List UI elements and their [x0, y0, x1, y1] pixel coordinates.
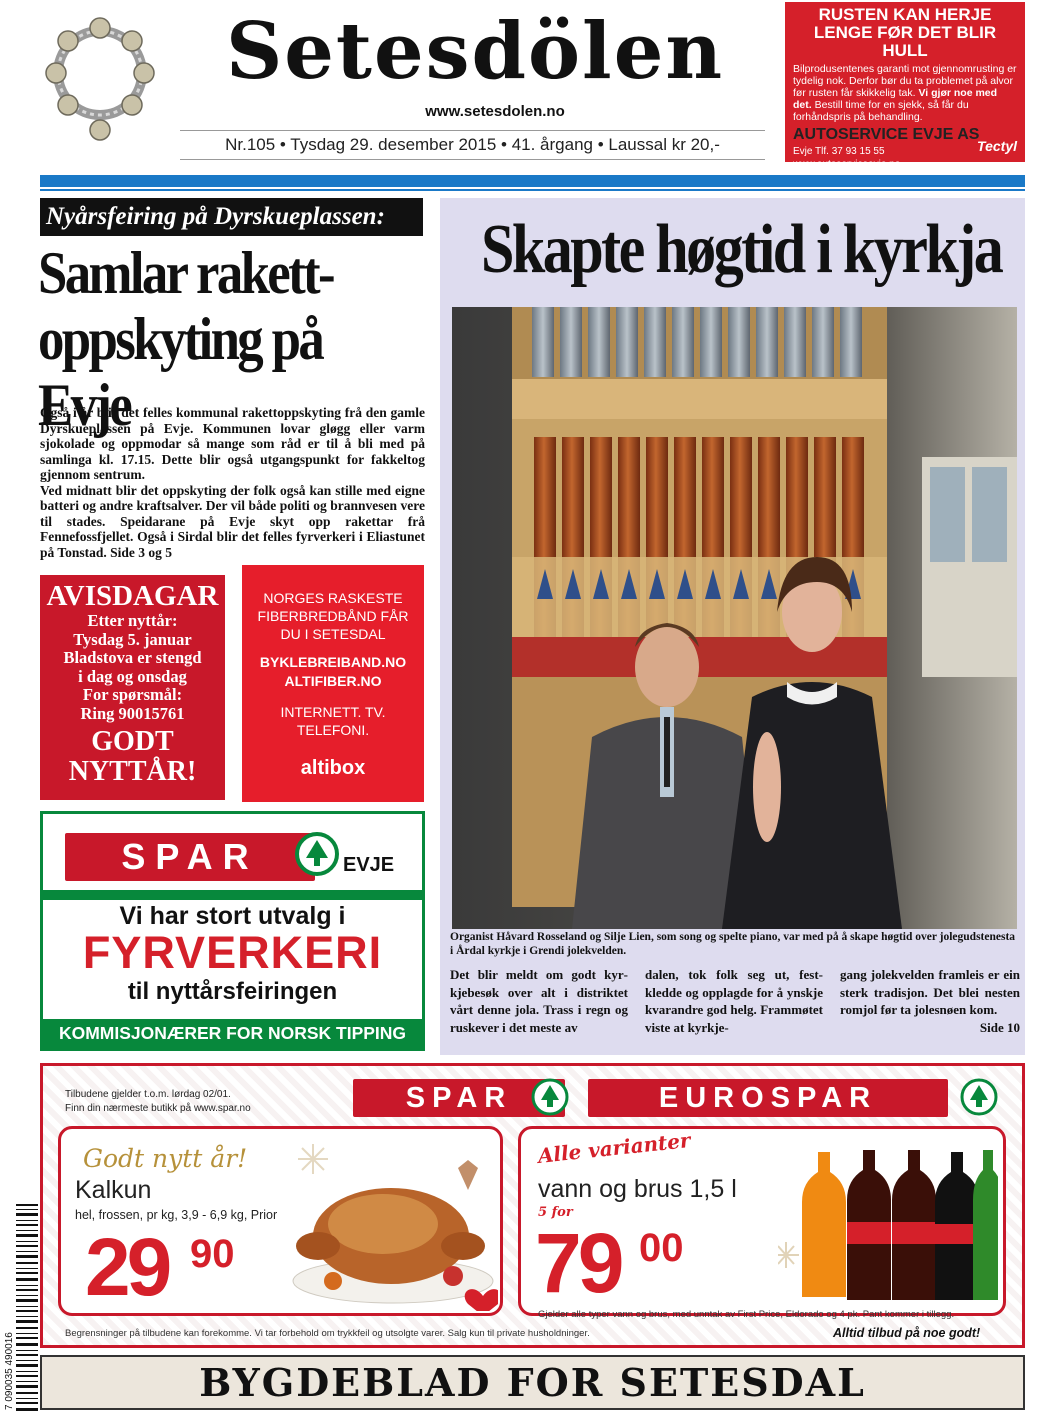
altibox-fiber-ad[interactable]: [242, 565, 424, 802]
offer-fine-print: Gjelder alle typer vann og brus, med unntak av First Price, Eldorado og 4 pk. Pant kommer i tillegg.: [538, 1309, 955, 1320]
spar-divider: [43, 890, 422, 900]
offer-tagline: Alle varianter: [536, 1128, 692, 1168]
price-main: 79: [535, 1216, 621, 1310]
spar-fyrverkeri: FYRVERKERI: [82, 927, 383, 978]
avisdagar-line: i dag og onsdag: [78, 666, 187, 686]
article-paragraph: Ved midnatt blir det oppskyting der folk også kan stille med eigne batteri og andre kraftsalver. Der vil både politi og brannvesen vere til stades. Speidarane på Evje skyt opp rakettar frå Fennefossfjellet. Også i Sirdal blir det felles fyrverkeri i Eliastunet på Tonstad. Side 3 og 5: [40, 482, 425, 560]
price-main: 29: [85, 1222, 169, 1313]
feature-photo[interactable]: [452, 307, 1017, 929]
spar-eurospar-ad[interactable]: [40, 1063, 1025, 1348]
fiber-line: FIBERBREDBÅND FÅR: [257, 608, 409, 624]
roast-turkey-image: [273, 1136, 498, 1311]
soda-bottles-image: [778, 1132, 998, 1307]
avisdagar-line: Tysdag 5. januar: [73, 629, 192, 649]
offer-info: [65, 1088, 251, 1116]
article-headline-line-1: Samlar rakett-: [38, 240, 333, 306]
ad-slogan: Alltid tilbud på noe godt!: [833, 1326, 981, 1340]
avisdagar-greeting-2: NYTTÅR!: [68, 756, 197, 787]
price-cents: 90: [190, 1232, 235, 1276]
spar-location: EVJE: [343, 854, 395, 876]
feature-column-text: gang jolekvelden framleis er ein sterk tradisjon. Det blei nesten romjol før ta jolesnøen kom.: [840, 967, 1020, 1017]
masthead-rule: [40, 175, 1025, 187]
masthead-rule-thin: [40, 189, 1025, 191]
autoservice-ad[interactable]: [785, 2, 1025, 170]
spar-evje-ad[interactable]: [40, 811, 425, 1051]
footer-banner: BYGDEBLAD FOR SETESDAL: [40, 1355, 1025, 1410]
autoservice-company: AUTOSERVICE EVJE AS: [793, 126, 980, 143]
fiber-service: TELEFONI.: [296, 722, 370, 738]
spar-tree-icon: [295, 832, 339, 876]
avisdagar-title: AVISDAGAR: [46, 580, 219, 612]
feature-column: [840, 966, 1020, 1036]
article-headline-line-2: oppskyting på Evje: [38, 306, 323, 438]
tectyl-logo: Tectyl: [977, 138, 1017, 154]
masthead-title: Setesdölen: [225, 6, 725, 97]
avisdagar-line: Etter nyttår:: [87, 611, 178, 630]
article-paragraph: Også i år blir det felles kommunal rakettoppskyting frå den gamle Dyrskueplassen på Evje. Kommunen lovar gløgg eller varm sjokolade og oppmodar så mange som råd er til å bli med på samlinga kl. 17.15. Dette blir også utgangspunkt for fakkeltog gjennom sentrum.: [40, 405, 425, 482]
autoservice-body-text: Bilprodusentenes garanti mot gjennomrusting er tydelig nok. Derfor bør du ta problemet på alvor før rusten får skikkelig tak.: [793, 63, 1017, 99]
eurospar-logo-text: EUROSPAR: [658, 1082, 878, 1114]
autoservice-body-bold: Vi gjør noe med det.: [793, 87, 998, 111]
feature-page-ref[interactable]: Side 10: [979, 1019, 1020, 1035]
fiber-line: NORGES RASKESTE: [263, 590, 403, 606]
avisdagar-line: Ring 90015761: [80, 703, 185, 723]
avisdagar-notice: [40, 575, 225, 800]
photo-caption: Organist Håvard Rosseland og Silje Lien, som song og spelte piano, var med på å skape høgtid over jolegudstenesta i Årdal kyrkje i Grendi jolekvelden.: [450, 931, 1016, 957]
autoservice-body-text-2: Bestill time for en sjekk, så får du forhåndspris på behandling.: [793, 99, 969, 123]
masthead-sun-brooch-logo: [40, 8, 160, 143]
autoservice-headline-2: LENGE FØR DET BLIR HULL: [813, 23, 997, 60]
spar-logo-text: SPAR: [121, 836, 259, 877]
spar-line-3: til nyttårsfeiringen: [127, 978, 338, 1005]
masthead-url[interactable]: www.setesdolen.no: [425, 103, 565, 120]
spar-logo-text: SPAR: [405, 1082, 513, 1114]
autoservice-body: [793, 63, 1017, 123]
altibox-logo: altibox: [300, 757, 366, 779]
price-quantity: 5 for: [538, 1205, 573, 1220]
avisdagar-greeting-1: GODT: [91, 726, 174, 757]
feature-headline[interactable]: Skapte høgtid i kyrkja: [480, 211, 1002, 288]
spar-line-1: Vi har stort utvalg i: [119, 902, 346, 930]
avisdagar-line: Bladstova er stengd: [63, 648, 202, 667]
barcode: [2, 1200, 40, 1415]
spar-tree-icon: [531, 1078, 569, 1116]
fiber-link-byklebreiband[interactable]: BYKLEBREIBAND.NO: [259, 654, 407, 670]
fiber-line: DU I SETESDAL: [280, 626, 386, 642]
fiber-link-altifiber[interactable]: ALTIFIBER.NO: [284, 673, 382, 689]
autoservice-phone: Evje Tlf. 37 93 15 55: [793, 146, 885, 157]
fiber-service: INTERNETT. TV.: [280, 704, 386, 720]
spar-tipping-banner: KOMMISJONÆRER FOR NORSK TIPPING: [43, 1019, 422, 1048]
spar-logo: [65, 833, 315, 881]
autoservice-headline-1: RUSTEN KAN HERJE: [818, 5, 992, 24]
price-cents: 00: [639, 1226, 684, 1270]
article-kicker: Nyårsfeiring på Dyrskueplassen:: [40, 198, 423, 236]
product-description: hel, frossen, pr kg, 3,9 - 6,9 kg, Prior: [75, 1208, 278, 1222]
article-body: [40, 405, 425, 560]
autoservice-web[interactable]: www.autoserviceevje.no: [793, 159, 901, 170]
eurospar-tree-icon: [960, 1078, 998, 1116]
offer-valid: Tilbudene gjelder t.o.m. lørdag 02/01.: [65, 1089, 231, 1100]
eurospar-logo: [588, 1079, 948, 1117]
issue-line: Nr.105 • Tysdag 29. desember 2015 • 41. årgang • Laussal kr 20,-: [180, 130, 765, 160]
feature-column: dalen, tok folk seg ut, festkledde og opplagde for å ynskje kvarandre god helg. Frammøtet viste at kyrkje-: [645, 967, 823, 1035]
offer-tagline: Godt nytt år!: [83, 1144, 248, 1173]
avisdagar-line: For spørsmål:: [82, 685, 183, 704]
product-name: vann og brus 1,5 l: [538, 1175, 737, 1203]
ad-restrictions: Begrensninger på tilbudene kan forekomme. Vi tar forbehold om trykkfeil og utsolgte varer. Salg kun til private husholdninger.: [65, 1328, 590, 1339]
store-finder[interactable]: Finn din nærmeste butikk på www.spar.no: [65, 1103, 251, 1114]
product-name: Kalkun: [75, 1176, 152, 1204]
feature-column: Det blir meldt om godt kyrkjebesøk over alt i distriktet vårt denne jola. Trass i regn og ruskever i det meste av: [450, 967, 628, 1035]
barcode-number: 7 090035 490016: [4, 1332, 15, 1410]
